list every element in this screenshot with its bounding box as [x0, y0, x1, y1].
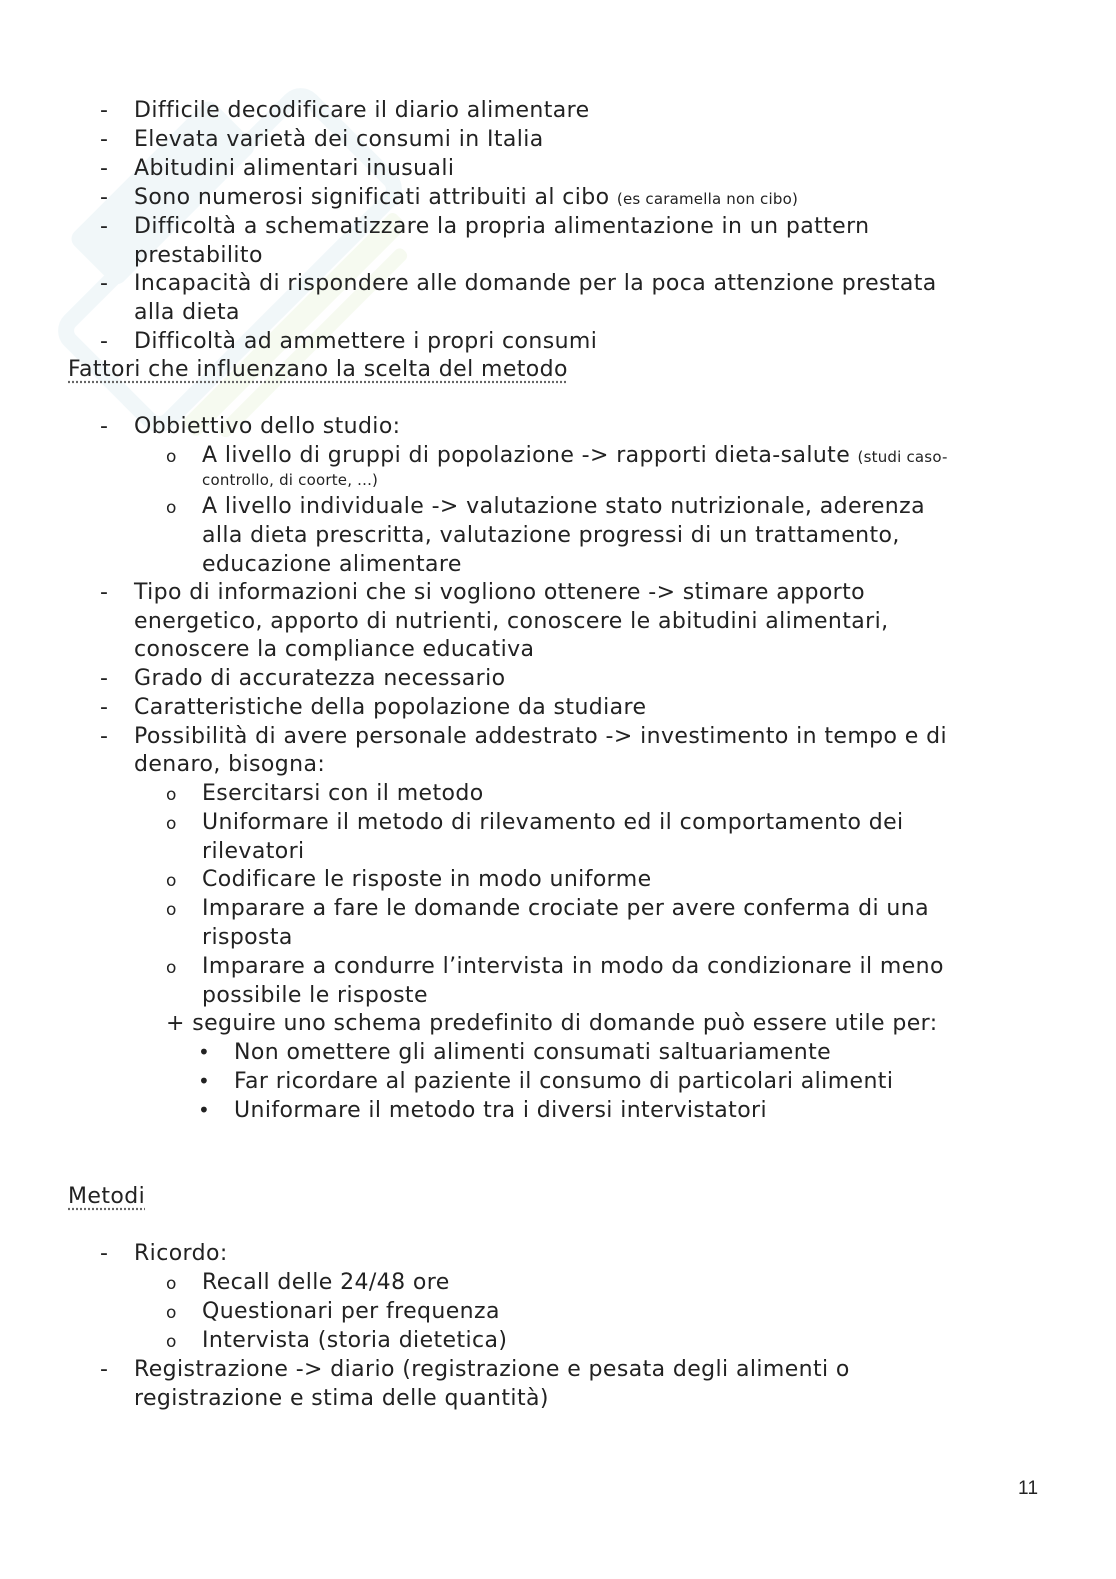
- dash-marker: -: [100, 414, 109, 439]
- circle-marker: o: [166, 498, 177, 518]
- dash-marker: -: [100, 1241, 109, 1266]
- dash-marker: -: [100, 156, 109, 181]
- sub-list-item-text: A livello di gruppi di popolazione -> rapporti dieta-salute: [202, 443, 851, 468]
- list-item-continuation: registrazione e stima delle quantità): [134, 1386, 549, 1411]
- list-item: Difficile decodificare il diario alimentare: [134, 98, 590, 123]
- dash-marker: -: [100, 666, 109, 691]
- circle-marker: o: [166, 447, 177, 467]
- circle-marker: o: [166, 871, 177, 891]
- circle-marker: o: [166, 814, 177, 834]
- list-item: Difficoltà a schematizzare la propria alimentazione in un pattern: [134, 214, 870, 239]
- bullet-item: Far ricordare al paziente il consumo di particolari alimenti: [234, 1069, 894, 1094]
- circle-marker: o: [166, 900, 177, 920]
- circle-marker: o: [166, 958, 177, 978]
- sub-list-item: Intervista (storia dietetica): [202, 1328, 508, 1353]
- dash-marker: -: [100, 724, 109, 749]
- list-item: [134, 183, 798, 214]
- list-item: Ricordo:: [134, 1241, 228, 1266]
- sub-list-item: Imparare a fare le domande crociate per avere conferma di una: [202, 896, 929, 921]
- note-line: + seguire uno schema predefinito di domande può essere utile per:: [166, 1011, 938, 1036]
- dash-marker: -: [100, 214, 109, 239]
- list-item: Incapacità di rispondere alle domande per la poca attenzione prestata: [134, 271, 937, 296]
- sub-list-item-note-continuation: controllo, di coorte, ...): [202, 471, 379, 489]
- list-item: Tipo di informazioni che si vogliono ottenere -> stimare apporto: [134, 580, 866, 605]
- sub-list-item-continuation: risposta: [202, 925, 293, 950]
- list-item-continuation: energetico, apporto di nutrienti, conoscere le abitudini alimentari,: [134, 609, 889, 634]
- sub-list-item: Uniformare il metodo di rilevamento ed il comportamento dei: [202, 810, 904, 835]
- sub-list-item-continuation: possibile le risposte: [202, 983, 428, 1008]
- sub-list-item-continuation: educazione alimentare: [202, 552, 462, 577]
- sub-list-item: Imparare a condurre l’intervista in modo da condizionare il meno: [202, 954, 944, 979]
- circle-marker: o: [166, 1303, 177, 1323]
- list-item: Elevata varietà dei consumi in Italia: [134, 127, 544, 152]
- list-item: Grado di accuratezza necessario: [134, 666, 506, 691]
- list-item: Obbiettivo dello studio:: [134, 414, 401, 439]
- section-heading: Fattori che influenzano la scelta del metodo: [68, 357, 568, 382]
- list-item: Abitudini alimentari inusuali: [134, 156, 455, 181]
- circle-marker: o: [166, 785, 177, 805]
- list-item-continuation: conoscere la compliance educativa: [134, 637, 535, 662]
- dash-marker: -: [100, 271, 109, 296]
- list-item-continuation: denaro, bisogna:: [134, 752, 326, 777]
- dash-marker: -: [100, 127, 109, 152]
- dash-marker: -: [100, 98, 109, 123]
- circle-marker: o: [166, 1332, 177, 1352]
- list-item: Difficoltà ad ammettere i propri consumi: [134, 329, 598, 354]
- list-item-text: Sono numerosi significati attribuiti al cibo: [134, 185, 610, 210]
- list-item-continuation: prestabilito: [134, 243, 263, 268]
- sub-list-item: Esercitarsi con il metodo: [202, 781, 484, 806]
- circle-marker: o: [166, 1274, 177, 1294]
- dash-marker: -: [100, 580, 109, 605]
- sub-list-item-continuation: alla dieta prescritta, valutazione progressi di un trattamento,: [202, 523, 900, 548]
- list-item: Registrazione -> diario (registrazione e pesata degli alimenti o: [134, 1357, 850, 1382]
- dash-marker: -: [100, 695, 109, 720]
- dash-marker: -: [100, 1357, 109, 1382]
- bullet-item: Uniformare il metodo tra i diversi intervistatori: [234, 1098, 768, 1123]
- dash-marker: -: [100, 329, 109, 354]
- sub-list-item: Recall delle 24/48 ore: [202, 1270, 450, 1295]
- section-heading: Metodi: [68, 1184, 146, 1209]
- dash-marker: -: [100, 185, 109, 210]
- bullet-marker: •: [198, 1069, 211, 1093]
- bullet-marker: •: [198, 1040, 211, 1064]
- sub-list-item: Codificare le risposte in modo uniforme: [202, 867, 652, 892]
- sub-list-item: A livello individuale -> valutazione stato nutrizionale, aderenza: [202, 494, 925, 519]
- sub-list-item: Questionari per frequenza: [202, 1299, 500, 1324]
- list-item-note: (es caramella non cibo): [616, 190, 799, 208]
- sub-list-item-note: (studi caso-: [857, 448, 948, 466]
- list-item: Caratteristiche della popolazione da studiare: [134, 695, 647, 720]
- page-number: 11: [1018, 1478, 1039, 1499]
- sub-list-item-continuation: rilevatori: [202, 839, 305, 864]
- list-item-continuation: alla dieta: [134, 300, 240, 325]
- bullet-item: Non omettere gli alimenti consumati saltuariamente: [234, 1040, 832, 1065]
- bullet-marker: •: [198, 1098, 211, 1122]
- list-item: Possibilità di avere personale addestrato -> investimento in tempo e di: [134, 724, 947, 749]
